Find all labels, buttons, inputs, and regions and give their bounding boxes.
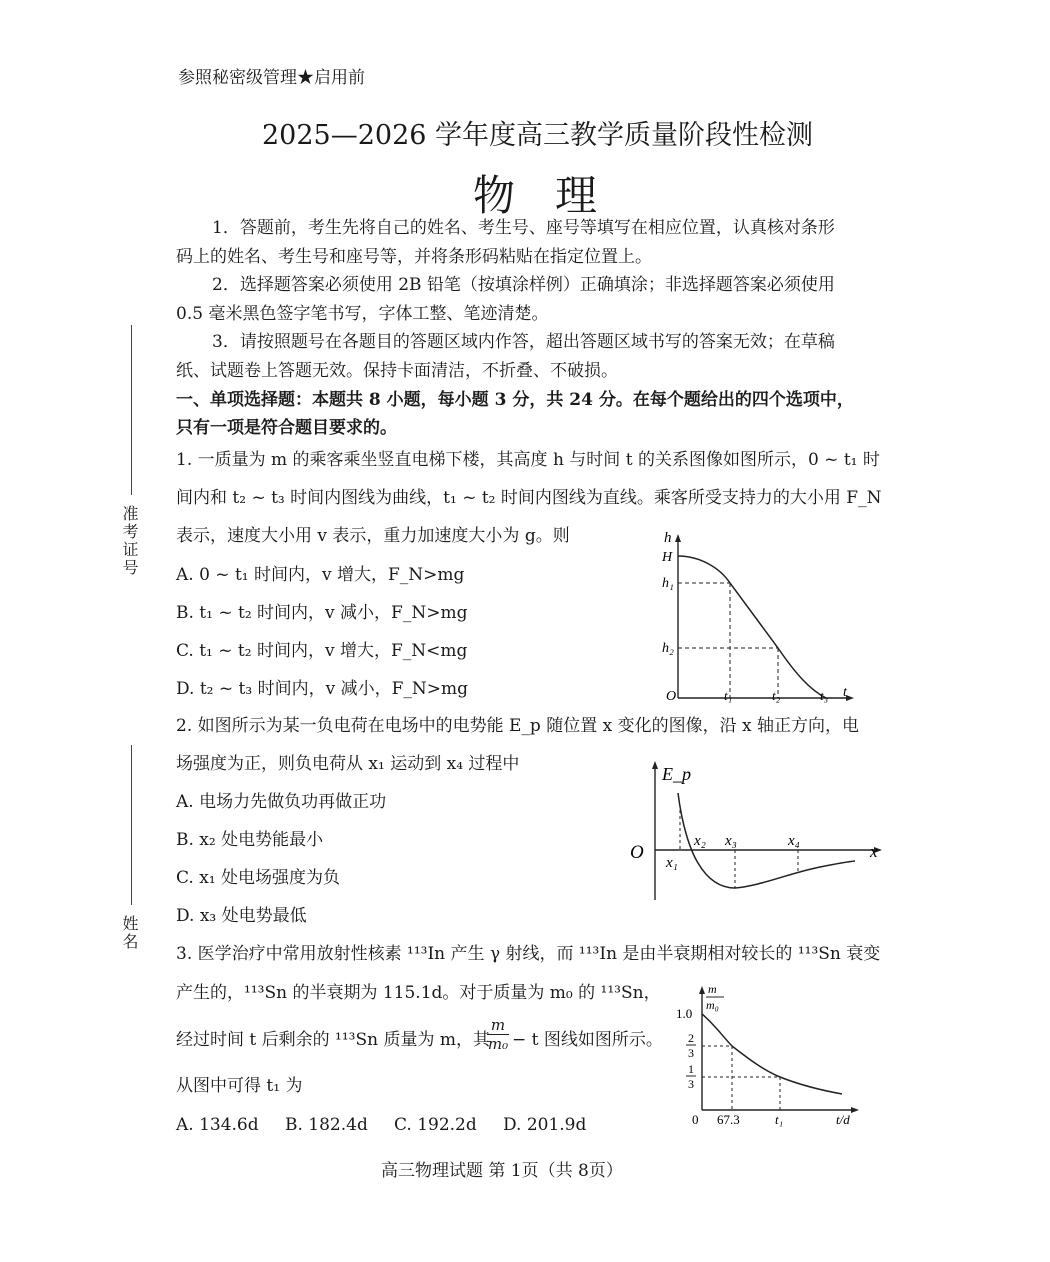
q2-y-axis-label: E_p xyxy=(662,764,691,784)
q3-stem-line3-end: − t 图线如图所示。 xyxy=(512,1030,663,1050)
q3-tick-1: 1.0 xyxy=(676,1006,693,1021)
q3-tick-2-num: 2 xyxy=(688,1031,694,1045)
ticket-number-label: 准考证号 xyxy=(120,505,139,577)
q1-curve xyxy=(678,556,826,698)
q3-stem-line1: 3. 医学治疗中常用放射性核素 ¹¹³In 产生 γ 射线，而 ¹¹³In 是由半衰期相对较长的 ¹¹³Sn 衰变 xyxy=(176,944,881,964)
q3-option-d: D. 201.9d xyxy=(503,1115,587,1135)
q3-y-label-num: m xyxy=(708,982,717,996)
q2-option-c: C. x₁ 处电场强度为负 xyxy=(176,868,341,888)
q3-decay-graph xyxy=(670,982,870,1130)
q1-stem-line3: 表示，速度大小用 v 表示，重力加速度大小为 g。则 xyxy=(176,526,570,546)
q3-origin: 0 xyxy=(692,1112,699,1127)
q1-option-c: C. t₁ ~ t₂ 时间内，v 增大，F_N<mg xyxy=(176,641,468,661)
q3-fraction-numerator: m xyxy=(490,1016,506,1034)
name-label: 姓名 xyxy=(120,915,139,951)
q2-option-b: B. x₂ 处电势能最小 xyxy=(176,830,324,850)
q1-x-axis-label: t xyxy=(843,685,847,700)
note-3-line1: 3．请按照题号在各题目的答题区域内作答，超出答题区域书写的答案无效；在草稿 xyxy=(212,332,835,352)
q2-origin: O xyxy=(630,842,644,863)
q1-tick-t1: t₁ xyxy=(724,688,733,703)
section-heading-line1: 一、单项选择题：本题共 8 小题，每小题 3 分，共 24 分。在每个题给出的四个选项中， xyxy=(176,390,854,410)
q1-tick-t3: t₃ xyxy=(820,688,829,703)
q3-tick-67: 67.3 xyxy=(717,1112,740,1127)
q3-tick-1-num: 1 xyxy=(688,1062,694,1076)
q1-height-time-graph xyxy=(650,528,860,708)
q3-fraction xyxy=(487,1016,509,1053)
q3-tick-t1: t₁ xyxy=(775,1112,784,1127)
q2-tick-x2: x₂ xyxy=(694,833,706,849)
note-1-line2: 码上的姓名、考生号和座号等，并将条形码粘贴在指定位置上。 xyxy=(176,247,652,267)
q2-tick-x4: x₄ xyxy=(788,833,800,849)
secrecy-label: 参照秘密级管理★启用前 xyxy=(178,68,365,88)
q1-option-b: B. t₁ ~ t₂ 时间内，v 减小，F_N>mg xyxy=(176,603,468,623)
q2-tick-x1: x₁ xyxy=(666,855,678,871)
q1-x-arrow xyxy=(846,695,854,701)
q2-tick-x3: x₃ xyxy=(725,833,737,849)
q3-x-arrow xyxy=(851,1107,859,1113)
note-1-line1: 1．答题前，考生先将自己的姓名、考生号、座号等填写在相应位置，认真核对条形 xyxy=(212,218,835,238)
section-heading-line2: 只有一项是符合题目要求的。 xyxy=(176,418,397,438)
q2-x-axis-label: x xyxy=(870,842,878,861)
q1-option-d: D. t₂ ~ t₃ 时间内，v 减小，F_N>mg xyxy=(176,679,469,699)
q1-tick-h1: h₁ xyxy=(662,576,674,591)
q3-stem-line2: 产生的，¹¹³Sn 的半衰期为 115.1d。对于质量为 m₀ 的 ¹¹³Sn， xyxy=(176,983,661,1003)
q2-stem-line2: 场强度为正，则负电荷从 x₁ 运动到 x₄ 过程中 xyxy=(176,754,520,774)
q1-y-axis-label: h xyxy=(664,530,672,546)
q3-y-arrow xyxy=(699,986,705,994)
q3-option-a: A. 134.6d xyxy=(176,1115,259,1135)
subject-title: 物理 xyxy=(473,171,638,220)
q2-potential-energy-graph xyxy=(620,755,890,905)
q3-stem-line4: 从图中可得 t₁ 为 xyxy=(176,1076,303,1096)
q1-y-arrow xyxy=(675,534,681,542)
q3-y-label-den: m₀ xyxy=(706,998,719,1012)
q2-option-d: D. x₃ 处电势最低 xyxy=(176,906,307,926)
q2-y-arrow xyxy=(652,761,658,769)
q3-option-b: B. 182.4d xyxy=(285,1115,368,1135)
name-line xyxy=(131,745,132,905)
q3-fraction-denominator: m₀ xyxy=(487,1035,509,1053)
q3-tick-3-den: 3 xyxy=(688,1046,694,1060)
q1-tick-t2: t₂ xyxy=(772,688,781,703)
q2-stem-line1: 2. 如图所示为某一负电荷在电场中的电势能 E_p 随位置 x 变化的图像，沿 x 轴正方向，电 xyxy=(176,716,860,736)
q1-tick-H: H xyxy=(662,550,673,565)
q3-curve xyxy=(702,1014,842,1094)
note-3-line2: 纸、试题卷上答题无效。保持卡面清洁，不折叠、不破损。 xyxy=(176,361,618,381)
q1-stem-line1: 1. 一质量为 m 的乘客乘坐竖直电梯下楼，其高度 h 与时间 t 的关系图像如图所示，0 ~ t₁ 时 xyxy=(176,450,880,470)
q3-x-axis-label: t/d xyxy=(836,1112,850,1127)
exam-title: 2025—2026 学年度高三教学质量阶段性检测 xyxy=(262,120,814,151)
q1-stem-line2: 间内和 t₂ ~ t₃ 时间内图线为曲线，t₁ ~ t₂ 时间内图线为直线。乘客所受支持力的大小用 F_N xyxy=(176,488,882,508)
q3-tick-3b-den: 3 xyxy=(688,1077,694,1091)
page-footer: 高三物理试题 第 1页（共 8页） xyxy=(381,1161,623,1181)
ticket-line xyxy=(131,325,132,495)
note-2-line1: 2．选择题答案必须使用 2B 铅笔（按填涂样例）正确填涂；非选择题答案必须使用 xyxy=(212,275,835,295)
q1-option-a: A. 0 ~ t₁ 时间内，v 增大，F_N>mg xyxy=(176,565,465,585)
q2-option-a: A. 电场力先做负功再做正功 xyxy=(176,792,387,812)
q3-option-c: C. 192.2d xyxy=(394,1115,477,1135)
note-2-line2: 0.5 毫米黑色签字笔书写，字体工整、笔迹清楚。 xyxy=(176,304,549,324)
q1-tick-h2: h₂ xyxy=(662,641,674,656)
q1-origin: O xyxy=(666,689,677,704)
q3-stem-line3: 经过时间 t 后剩余的 ¹¹³Sn 质量为 m，其 xyxy=(176,1030,491,1050)
